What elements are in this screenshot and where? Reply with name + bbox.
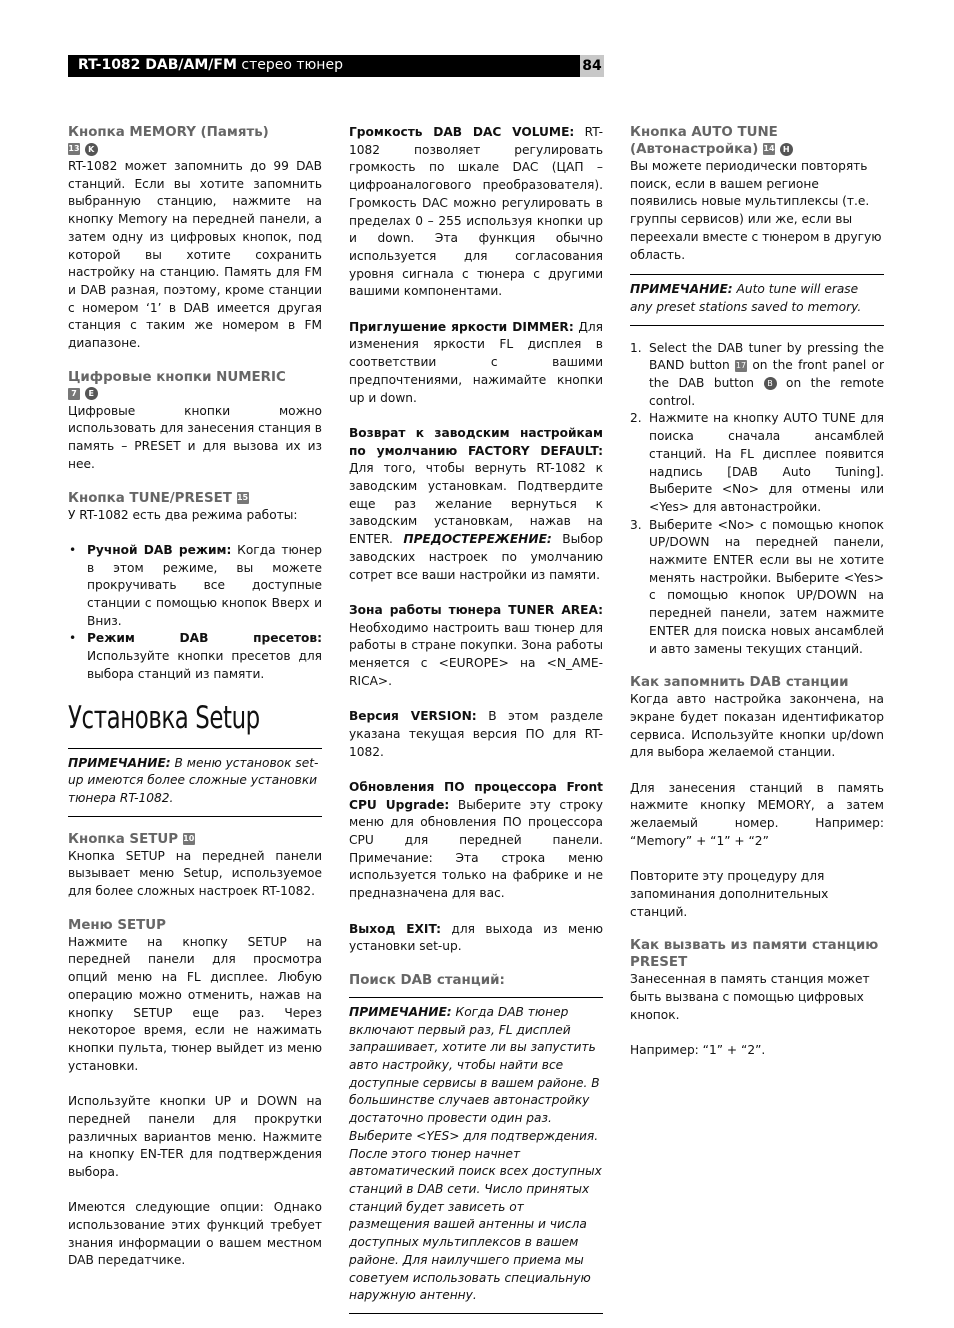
column-3	[630, 124, 884, 1060]
list-item: • Ручной DAB режим: Когда тюнер в этом режиме, вы можете прокручивать все доступные станции с помощью кнопок Вверх и Вниз.	[87, 542, 322, 631]
list-item: 3. Выберите <No> с помощью кнопок UP/DOWN на передней панели, нажмите ENTER если вы не хотите менять настройки. Выберите <Yes> с помощью кнопок UP/DOWN на передней панели, затем нажмите ENTER для поиска новых ансамблей и авто замены текущих станций.	[630, 517, 884, 656]
front-key-10-icon: 10	[183, 833, 195, 843]
list-item: 1. Select the DAB tuner by pressing the BAND button 17 on the front panel or the DAB button B on the remote control.	[630, 340, 884, 408]
store-text-1: Когда авто настройка закончена, на экране будет показан идентификатор сервиса. Используйте кнопки up/down для выбора желаемой станции.	[630, 692, 884, 760]
store-text-3: Повторите эту процедуру для запоминания дополнительных станций.	[630, 869, 829, 919]
page-header	[68, 55, 604, 77]
setup-note: ПРИМЕЧАНИЕ: В меню установок set-up имеются более сложные установки тюнера RT-1082.	[68, 748, 322, 817]
area-option: Зона работы тюнера TUNER AREA: Необходимо настроить ваш тюнер для работы в стране покупки. Зона работы меняется с <EUROPE> на <N_AME-RICA>.	[349, 602, 603, 688]
search-note: ПРИМЕЧАНИЕ: Когда DAB тюнер включают первый раз, FL дисплей запрашивает, хотите ли вы запустить авто настройку, чтобы найти все доступные сервисы в вашем районе. В большинстве случаев автонастройку достаточно провести один раз. Выберите <YES> для подтверждения. После этого тюнер начнет автоматический поиск всех доступных станций в DAB сети. Число принятых станций будет зависеть от размещения вашей антенны и числа доступных мультиплексов в вашем районе. Для наилучшего приема мы советуем использовать специальную наружную антенну.	[349, 997, 603, 1314]
setup-button-heading: Кнопка SETUP 10	[68, 831, 195, 847]
menu-heading: Меню SETUP	[68, 917, 166, 933]
factory-option: Возврат к заводским настройкам по умолчанию FACTORY DEFAULT: Для того, чтобы вернуть RT-1082 к заводским установкам. Подтвердите еще раз желание вернуться к заводским установкам, нажав на ENTER. ПРЕДОСТЕРЕЖЕНИЕ: Выбор заводских настроек по умолчанию сотрет все ваши настройки из памяти.	[349, 425, 603, 582]
menu-text-2: Используйте кнопки UP и DOWN на передней панели для прокрутки различных вариантов меню. Нажмите на кнопку EN-TER для подтверждения выбора.	[68, 1094, 322, 1179]
list-item: 2. Нажмите на кнопку AUTO TUNE для поиска сначала ансамблей станций. На FL дисплее появится надпись [DAB Auto Tuning]. Выберите <No> для отмены или <Yes> для автонастройки.	[630, 411, 884, 514]
memory-text: RT-1082 может запомнить до 99 DAB станций. Если вы хотите запомнить выбранную станцию, нажмите на кнопку Memory на передней панели, а затем одну из цифровых кнопок, под которой вы хотите сохранить настройку на станцию. Память для FM и DAB разная, поэтому, кроме станции с номером ‘1’ в DAB имеется другая станция с таким же номером в FM диапазоне.	[68, 159, 322, 351]
mode-list	[68, 542, 322, 684]
front-key-17-icon: 17	[735, 360, 747, 370]
front-key-14-icon: 14	[763, 144, 775, 153]
list-item: • Режим DAB пресетов: Используйте кнопки пресетов для выбора станций из памяти.	[87, 630, 322, 683]
page-number: 84	[580, 55, 604, 77]
recall-text-1: Занесенная в память станция может быть вызвана с помощью цифровых кнопок.	[630, 972, 870, 1022]
memory-heading: Кнопка MEMORY (Память) 13 K	[68, 125, 269, 154]
auto-tune-heading: Кнопка AUTO TUNE (Автонастройка) 14 H	[630, 124, 884, 158]
remote-key-b-icon: B	[764, 377, 777, 390]
exit-option: Выход EXIT: для выхода из меню установки set-up.	[349, 921, 603, 954]
column-1	[68, 124, 322, 1270]
recall-text-2: Например: “1” + “2”.	[630, 1043, 766, 1058]
numeric-heading: Цифровые кнопки NUMERIC 7 E	[68, 369, 286, 399]
column-2	[349, 124, 603, 1328]
header-model: RT-1082 DAB/AM/FM	[78, 57, 237, 73]
remote-key-k-icon: K	[85, 143, 98, 156]
store-heading: Как запомнить DAB станции	[630, 675, 849, 691]
tune-heading: Кнопка TUNE/PRESET 15	[68, 490, 249, 506]
auto-tune-note: ПРИМЕЧАНИЕ: Auto tune will erase any preset stations saved to memory.	[630, 274, 884, 325]
upgrade-option: Обновления ПО процессора Front CPU Upgrade: Выберите эту строку меню для обновления ПО процессора CPU для передней панели. Примечание: Эта строка меню используется только на фабрике и не предназначена для вас.	[349, 779, 603, 901]
numeric-text: Цифровые кнопки можно использовать для занесения станция в память – PRESET и для вызова их из нее.	[68, 403, 322, 471]
front-key-7-icon: 7	[68, 388, 80, 400]
recall-heading: Как вызвать из памяти станцию PRESET	[630, 938, 879, 971]
remote-key-h-icon: H	[780, 143, 793, 156]
auto-tune-text: Вы можете периодически повторять поиск, если в вашем регионе появились новые мультиплексы (т.е. группы сервисов) или же, если вы переехали вместе с тюнером в другую область.	[630, 159, 882, 262]
version-option: Версия VERSION: В этом разделе указана текущая версия ПО для RT-1082.	[349, 709, 603, 759]
menu-text-1: Нажмите на кнопку SETUP на передней панели для просмотра опций меню на FL дисплее. Любую операцию можно отменить, нажав на кнопку SETUP еще раз. Через некоторое время, если не нажимать кнопки пульта, тюнер выйдет из меню установки.	[68, 934, 322, 1073]
search-heading: Поиск DAB станций:	[349, 972, 505, 988]
front-key-15-icon: 15	[236, 492, 249, 502]
header-title	[78, 57, 343, 73]
dimmer-option: Приглушение яркости DIMMER: Для изменения яркости FL дисплея в соответствии с вашими предпочтениями, нажимайте кнопки up и down.	[349, 319, 603, 405]
volume-option: Громкость DAB DAC VOLUME: RT-1082 позволяет регулировать громкость по шкале DAC (ЦАП – цифроаналогового преобразователя). Громкость DAC можно регулировать в пределах 0 – 255 используя кнопки up и down. Эта функция обычно используется для согласования уровня сигнала с тюнера с другими вашими компонентами.	[349, 125, 603, 299]
header-subtitle: стерео тюнер	[241, 57, 343, 73]
menu-text-3: Имеются следующие опции: Однако использование этих функций требует знания информации о вашем местном DAB передатчике.	[68, 1200, 322, 1268]
front-key-13-icon: 13	[68, 144, 80, 153]
setup-button-text: Кнопка SETUP на передней панели вызывает меню Setup, используемое для более сложных настроек RT-1082.	[68, 848, 322, 899]
store-text-2: Для занесения станций в память нажмите кнопку MEMORY, а затем желаемый номер. Например: “Memory” + “1” + “2”	[630, 780, 884, 848]
remote-key-e-icon: E	[85, 387, 98, 400]
section-title: Установка Setup	[68, 699, 260, 736]
steps-list	[630, 340, 884, 659]
tune-text: У RT-1082 есть два режима работы:	[68, 507, 298, 522]
